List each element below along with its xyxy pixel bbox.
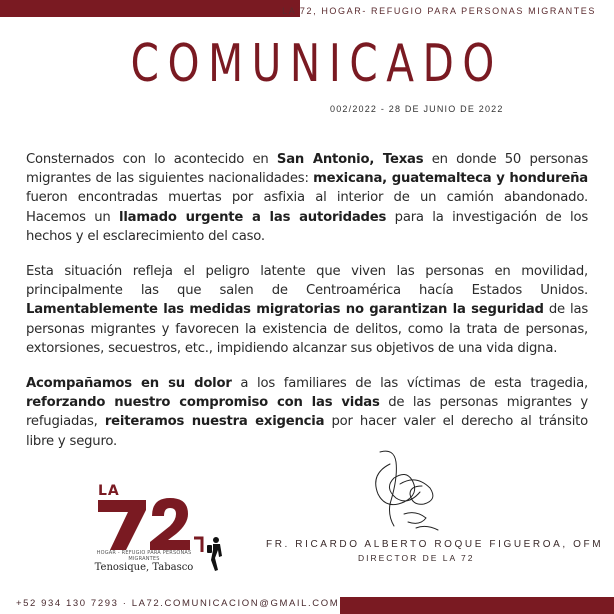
p1-text-1: Consternados con lo acontecido en (26, 152, 277, 167)
logo-two-shape (150, 498, 190, 550)
paragraph-1 (26, 150, 588, 246)
page-title: COMUNICADO (130, 34, 503, 94)
p3-text-3: por hacer valer el derecho al tránsito libre y seguro. (26, 414, 589, 449)
p2-bold-1: Lamentablemente las medidas migratorias no garantizan la seguridad (26, 302, 544, 318)
paragraph-3 (26, 374, 588, 451)
p3-text-1: a los familiares de las víctimas de esta tragedia, (231, 376, 588, 391)
p1-text-3: fueron encontradas muertas por asfixia al interior de un camión abandonado. Hacemos un (26, 190, 588, 225)
p1-text-4: para la investigación de los hechos y el esclarecimiento del caso. (26, 209, 589, 244)
logo-city: Tenosique, Tabasco (94, 562, 194, 573)
p2-text-1: Esta situación refleja el peligro latente que viven las personas en movilidad, principalmente las que salen de Centroamérica hacía Estados Unidos. (26, 264, 588, 299)
logo-seven-shape (98, 500, 146, 550)
paragraph-2 (26, 262, 588, 358)
p3-bold-2: reforzando nuestro compromiso con las vidas (26, 395, 380, 411)
migrant-figure-icon (207, 537, 222, 571)
p1-bold-2: mexicana, guatemalteca y hondureña (313, 171, 589, 187)
p3-bold-1: Acompañamos en su dolor (26, 376, 232, 391)
footer-contact: +52 934 130 7293 · LA72.COMUNICACION@GMAIL.COM (16, 598, 340, 609)
org-header: LA 72, HOGAR- REFUGIO PARA PERSONAS MIGRANTES (282, 6, 596, 16)
bottom-accent-bar (340, 597, 614, 614)
logo-la-text: LA (98, 483, 120, 499)
top-accent-bar (0, 0, 300, 17)
p1-bold-1: San Antonio, Texas (276, 152, 424, 167)
signer-role: DIRECTOR DE LA 72 (358, 553, 475, 563)
logo-subtitle: HOGAR - REFUGIO PARA PERSONAS MIGRANTES (96, 550, 192, 562)
p3-text-2: de las personas migrantes y refugiadas, (26, 395, 588, 430)
la72-logo (82, 478, 242, 576)
p1-bold-3: llamado urgente a las autoridades (119, 209, 387, 225)
p1-text-2: en donde 50 personas migrantes de las siguientes nacionalidades: (26, 152, 589, 187)
p3-bold-3: reiteramos nuestra exigencia (104, 414, 325, 430)
handwritten-signature (360, 444, 450, 536)
signer-name: FR. RICARDO ALBERTO ROQUE FIGUEROA, OFM (266, 539, 604, 550)
reference-date: 002/2022 - 28 DE JUNIO DE 2022 (330, 104, 504, 114)
p2-text-2: de las personas migrantes y favorecen la existencia de delitos, como la trata de personas, extorsiones, secuestros, etc., impidiendo alcanzar sus objetivos de una vida digna. (26, 302, 589, 356)
